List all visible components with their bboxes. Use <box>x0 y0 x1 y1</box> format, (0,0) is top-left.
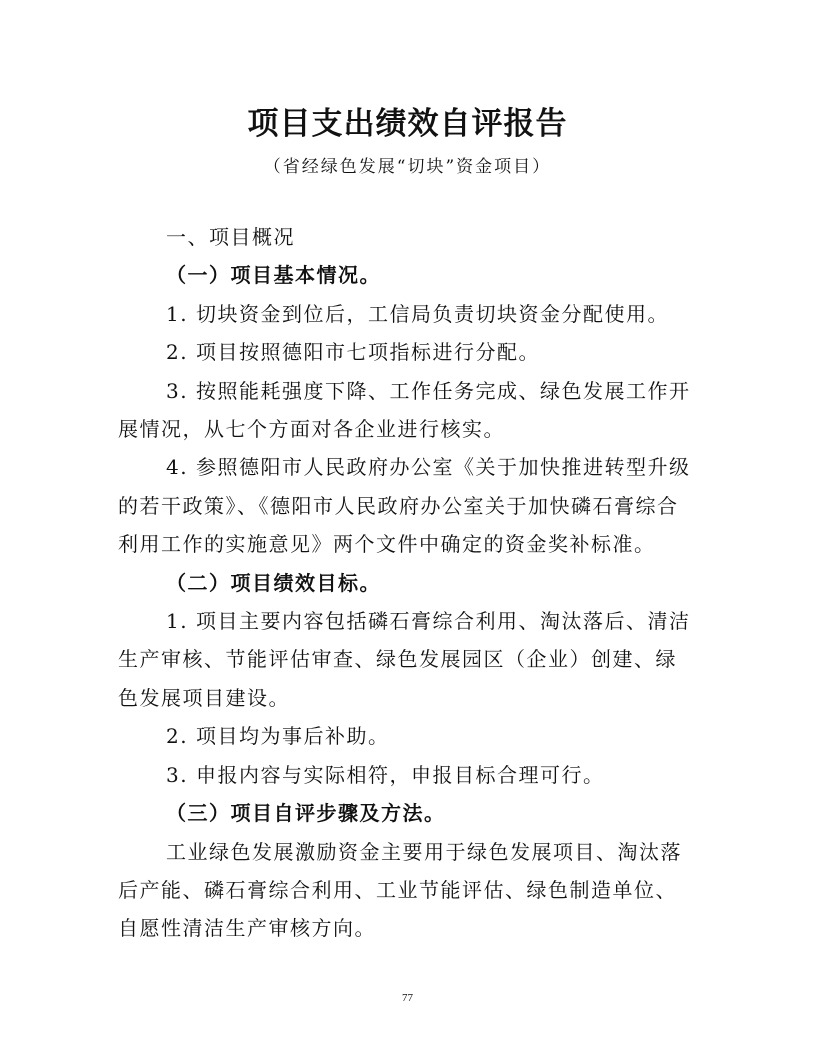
paragraph-goal-3: 3. 申报内容与实际相符，申报目标合理可行。 <box>166 762 605 787</box>
paragraph-goal-1: 1. 项目主要内容包括磷石膏综合利用、淘汰落后、清洁生产审核、节能评估审查、绿色发展园区（企业）创建、绿色发展项目建设。 <box>118 609 691 710</box>
page-number: 77 <box>402 992 413 1004</box>
subsection-heading-self-evaluation: （三）项目自评步骤及方法。 <box>166 801 446 826</box>
paragraph-self-evaluation: 工业绿色发展激励资金主要用于绿色发展项目、淘汰落后产能、磷石膏综合利用、工业节能评估、绿色制造单位、自愿性清洁生产审核方向。 <box>118 839 682 941</box>
document-body <box>118 218 698 948</box>
subsection-heading-basic-info: （一）项目基本情况。 <box>166 263 381 288</box>
section-heading-overview: 一、项目概况 <box>166 225 295 249</box>
document-title: 项目支出绩效自评报告 <box>247 106 568 142</box>
paragraph-goal-2: 2. 项目均为事后补助。 <box>166 724 390 749</box>
document-subtitle: （省经绿色发展“切块”资金项目） <box>263 157 552 177</box>
subsection-heading-performance-goals: （二）项目绩效目标。 <box>166 570 381 595</box>
paragraph-item-4: 4. 参照德阳市人民政府办公室《关于加快推进转型升级的若干政策》、《德阳市人民政府办公室关于加快磷石膏综合利用工作的实施意见》两个文件中确定的资金奖补标准。 <box>118 455 691 557</box>
paragraph-item-2: 2. 项目按照德阳市七项指标进行分配。 <box>166 340 540 365</box>
paragraph-item-1: 1. 切块资金到位后，工信局负责切块资金分配使用。 <box>166 301 669 326</box>
paragraph-item-3: 3. 按照能耗强度下降、工作任务完成、绿色发展工作开展情况，从七个方面对各企业进行核实。 <box>118 378 691 442</box>
